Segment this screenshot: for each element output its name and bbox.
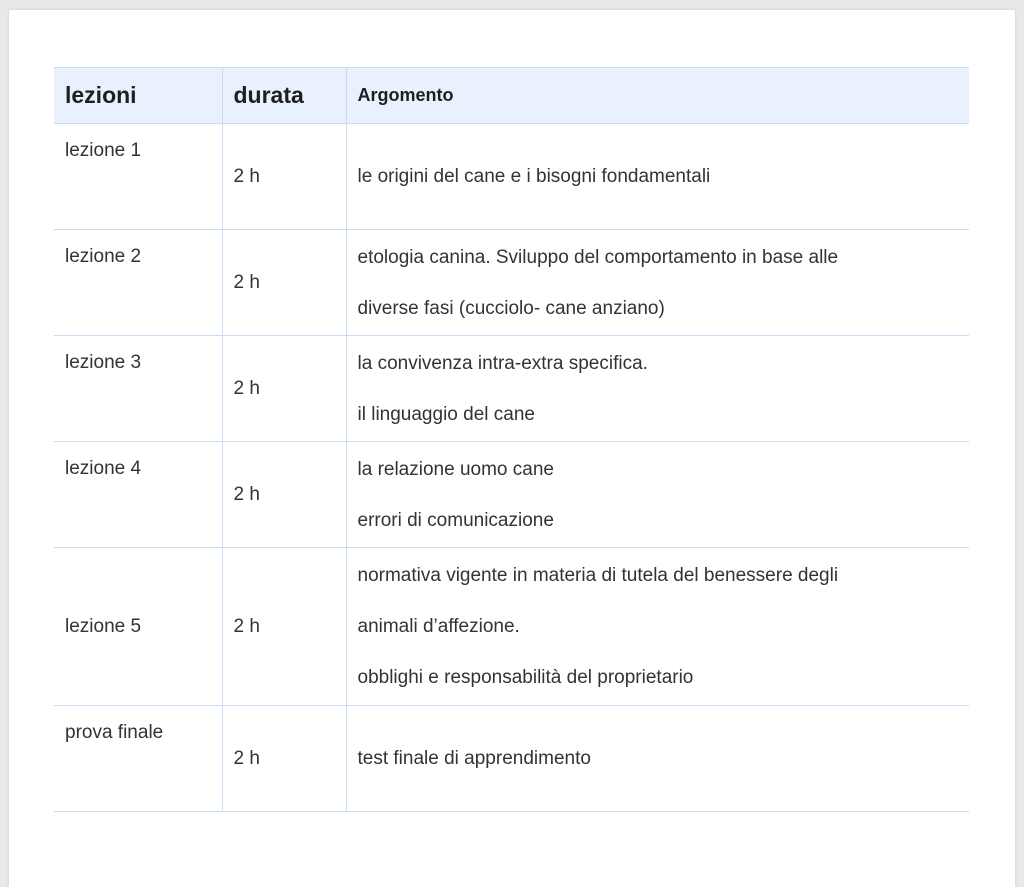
lesson-name: lezione 1	[54, 124, 222, 230]
document-page	[9, 10, 1015, 887]
topic-line: la relazione uomo cane	[357, 458, 554, 480]
topic-line: diverse fasi (cucciolo- cane anziano)	[357, 297, 665, 319]
header-argomento: Argomento	[346, 68, 969, 124]
topic-line: etologia canina. Sviluppo del comportamento in base alle	[357, 246, 839, 268]
lesson-topic	[346, 442, 969, 548]
table-row	[54, 706, 969, 812]
table-row	[54, 442, 969, 548]
lesson-name: lezione 5	[54, 548, 222, 706]
lesson-name: lezione 4	[54, 442, 222, 548]
lesson-name: prova finale	[54, 706, 222, 812]
lesson-topic	[346, 230, 969, 336]
topic-line: le origini del cane e i bisogni fondamentali	[357, 166, 711, 187]
lesson-duration: 2 h	[222, 442, 346, 548]
lesson-topic	[346, 336, 969, 442]
table-row	[54, 548, 969, 706]
lesson-duration: 2 h	[222, 336, 346, 442]
topic-line: normativa vigente in materia di tutela del benessere degli	[357, 565, 839, 586]
topic-line: test finale di apprendimento	[357, 748, 591, 769]
table-row	[54, 124, 969, 230]
table-header-row	[54, 68, 969, 124]
table-row	[54, 336, 969, 442]
lesson-topic	[346, 548, 969, 706]
lesson-schedule-table	[54, 67, 969, 812]
lesson-duration: 2 h	[222, 706, 346, 812]
lesson-name: lezione 3	[54, 336, 222, 442]
lesson-topic	[346, 706, 969, 812]
topic-line: errori di comunicazione	[357, 509, 554, 531]
header-lezioni: lezioni	[54, 68, 222, 124]
table-row	[54, 230, 969, 336]
lesson-duration: 2 h	[222, 230, 346, 336]
topic-line: animali d’affezione.	[357, 616, 520, 637]
topic-line: obblighi e responsabilità del proprietario	[357, 667, 694, 688]
lesson-duration: 2 h	[222, 548, 346, 706]
lesson-name: lezione 2	[54, 230, 222, 336]
topic-line: il linguaggio del cane	[357, 403, 535, 425]
topic-line: la convivenza intra-extra specifica.	[357, 352, 648, 374]
header-durata: durata	[222, 68, 346, 124]
lesson-topic	[346, 124, 969, 230]
lesson-duration: 2 h	[222, 124, 346, 230]
